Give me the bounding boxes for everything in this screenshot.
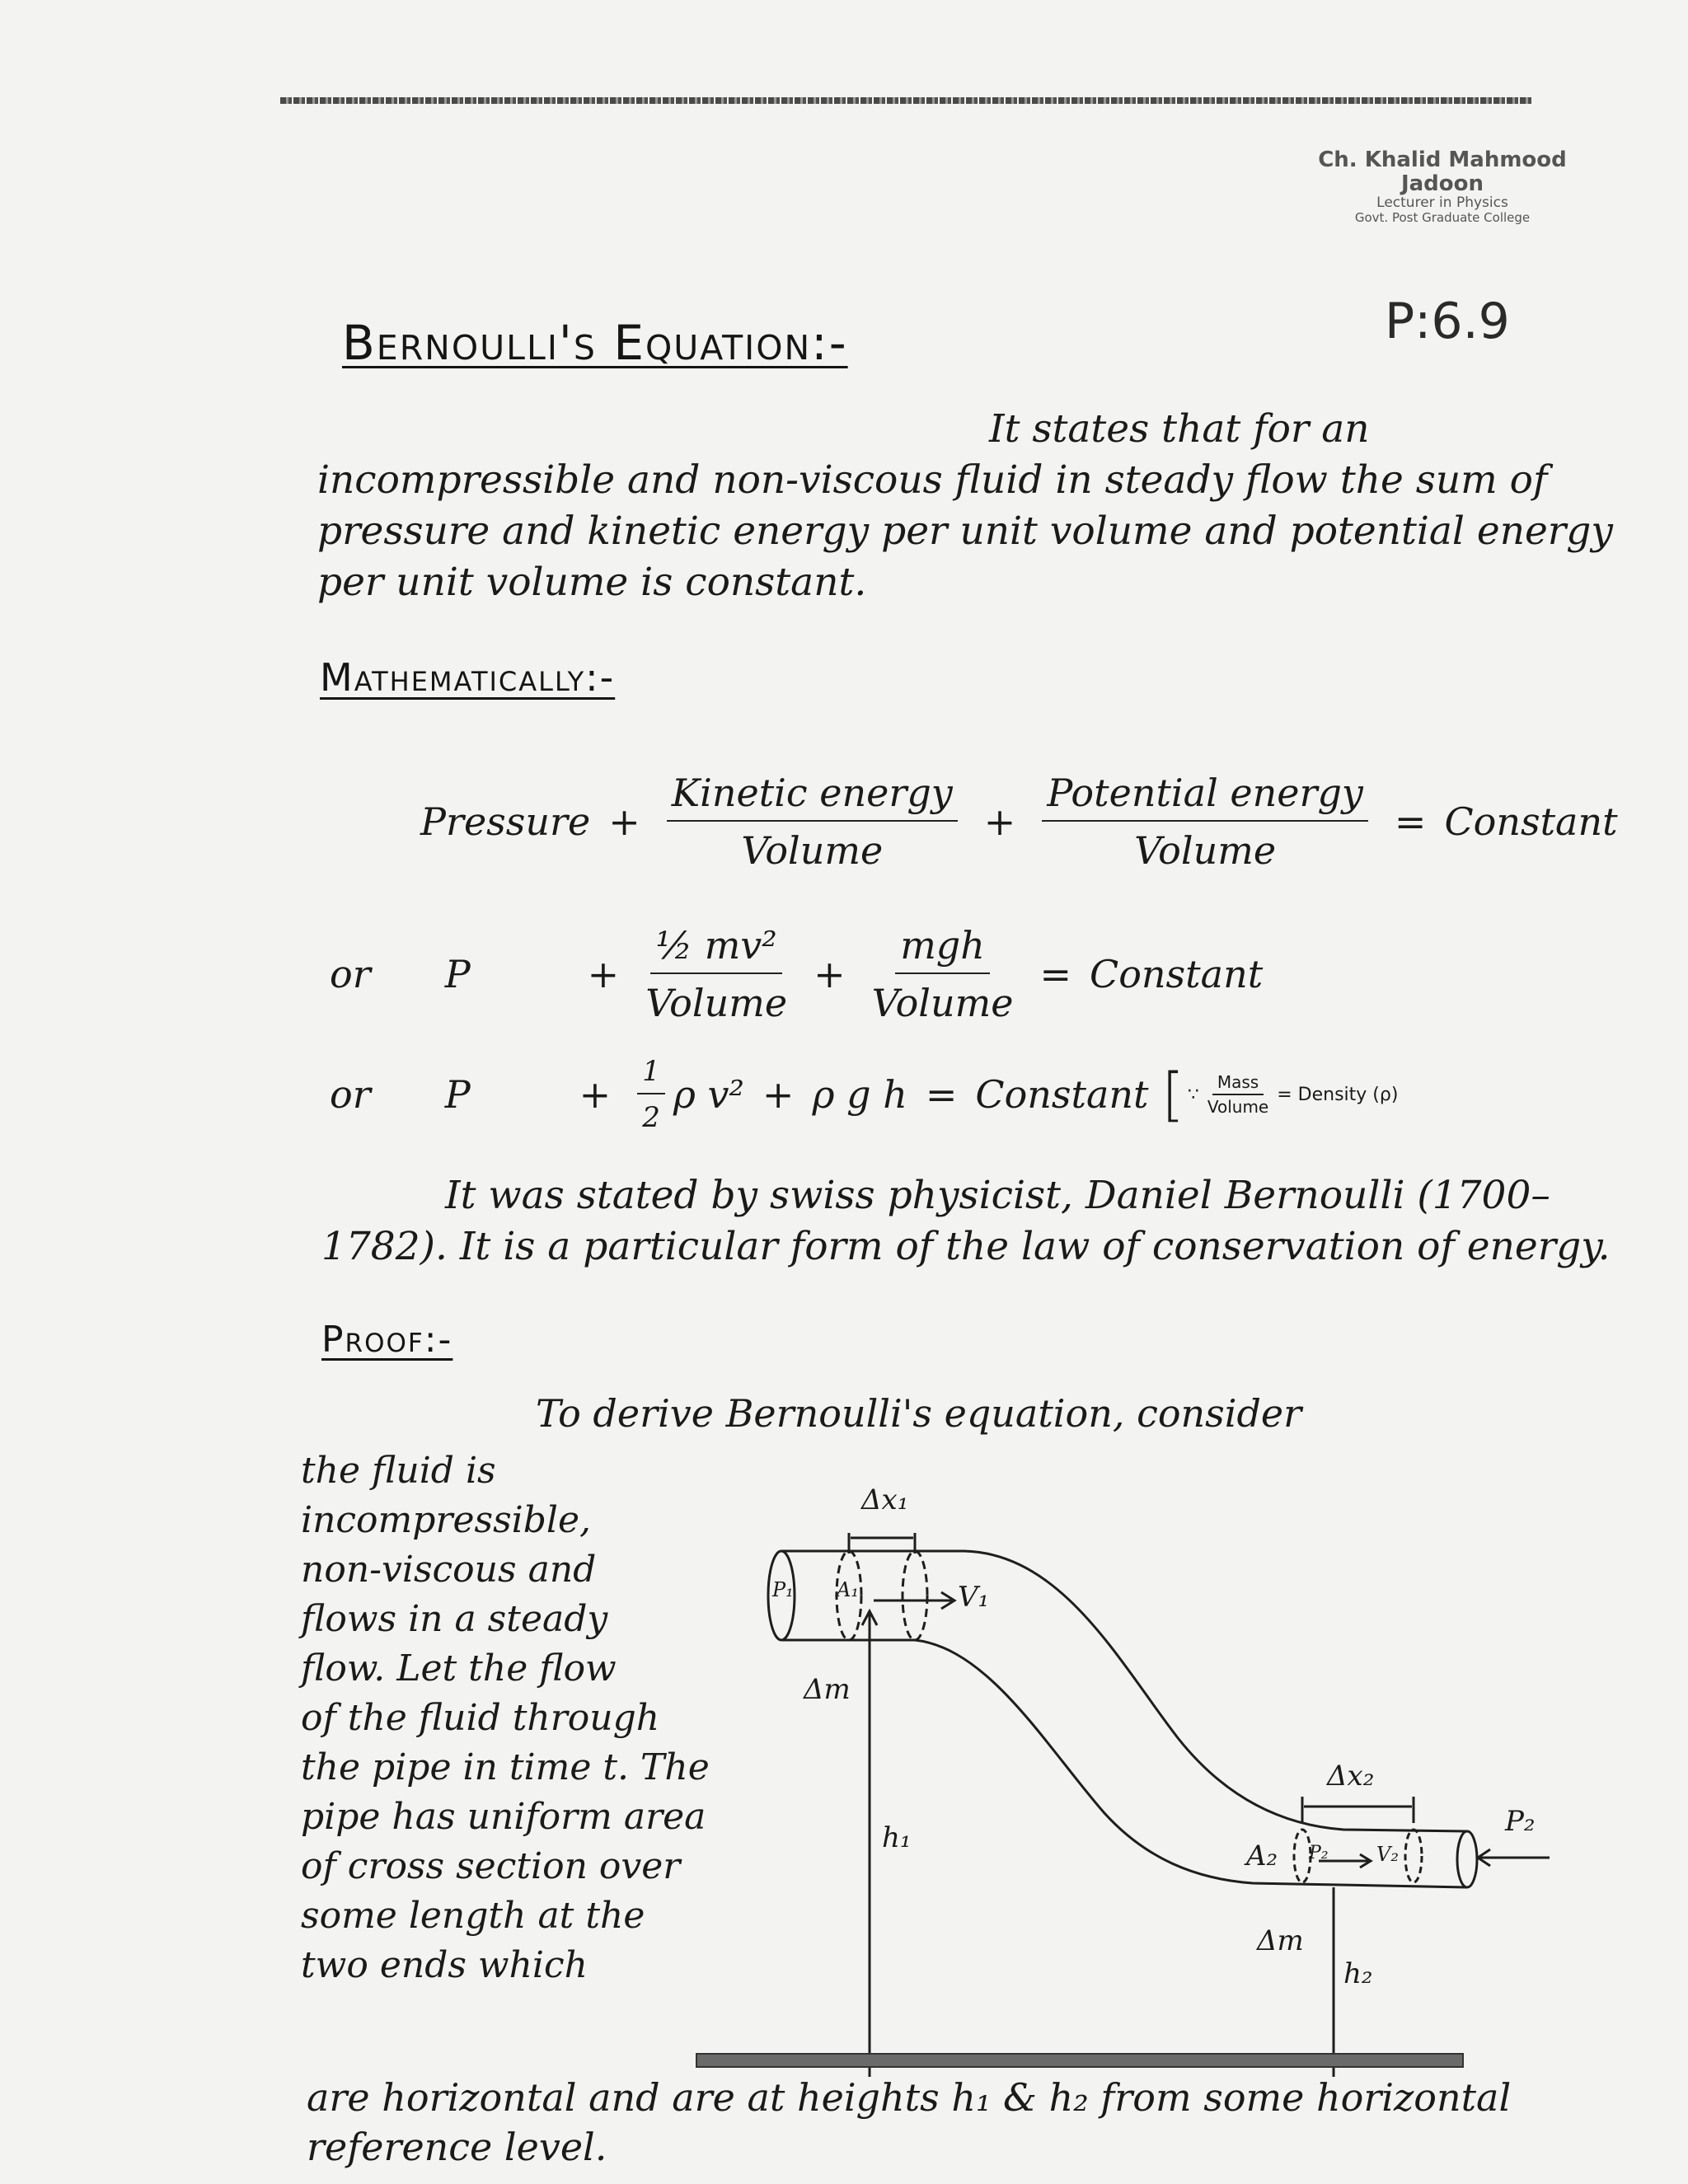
eq3-or: or bbox=[330, 1072, 371, 1117]
label-v2: V₂ bbox=[1376, 1843, 1399, 1866]
proof-line: non-viscous and bbox=[301, 1549, 597, 1591]
section1-end bbox=[903, 1551, 927, 1640]
eq3-rho-v2: ρ v² bbox=[673, 1072, 744, 1117]
proof-line: pipe has uniform area bbox=[301, 1796, 706, 1838]
label-h1: h₁ bbox=[882, 1821, 912, 1854]
math-heading-text: Mathematically:- bbox=[320, 655, 616, 700]
eq3-plus-2: + bbox=[762, 1072, 795, 1117]
note-den: Volume bbox=[1207, 1097, 1269, 1117]
proof-line: two ends which bbox=[301, 1944, 588, 1986]
label-dm1: Δm bbox=[804, 1673, 851, 1706]
eq2-constant: Constant bbox=[1090, 952, 1264, 996]
note-rhs: = Density (ρ) bbox=[1277, 1084, 1399, 1105]
eq3-constant: Constant bbox=[975, 1072, 1149, 1117]
eq2-equals: = bbox=[1039, 952, 1072, 996]
definition-lead: It states that for an bbox=[989, 406, 1370, 452]
note-num: Mass bbox=[1212, 1071, 1264, 1095]
eq2-pe-den: Volume bbox=[871, 981, 1014, 1025]
eq1-ke-den: Volume bbox=[741, 828, 884, 873]
definition-rest: incompressible and non-viscous fluid in steady flow the sum of pressure and kinetic energy per unit volume and potential energy per unit volume is constant. bbox=[317, 457, 1613, 605]
label-a2: A₂ bbox=[1246, 1840, 1278, 1872]
proof-line: incompressible, bbox=[301, 1499, 591, 1541]
proof-line: of cross section over bbox=[301, 1845, 681, 1887]
proof-line: flow. Let the flow bbox=[301, 1647, 617, 1690]
note-because: ∵ bbox=[1187, 1084, 1199, 1105]
proof-line: the pipe in time t. The bbox=[301, 1746, 710, 1788]
eq3-equals: = bbox=[925, 1072, 958, 1117]
proof-bottom-text: are horizontal and are at heights h₁ & h₂ from some horizontal reference level. bbox=[307, 2075, 1512, 2169]
eq2-plus-2: + bbox=[814, 952, 846, 996]
label-p2: P₂ bbox=[1505, 1805, 1536, 1838]
eq2-ke-num: ½ mv² bbox=[650, 923, 781, 974]
eq1-pe-den: Volume bbox=[1134, 828, 1277, 873]
proof-line: of the fluid through bbox=[301, 1697, 660, 1739]
proof-line: some length at the bbox=[301, 1895, 645, 1937]
eq1-ke-num: Kinetic energy bbox=[667, 771, 958, 822]
proof-line: the fluid is bbox=[301, 1450, 496, 1492]
proof-line: flows in a steady bbox=[301, 1598, 608, 1640]
pipe-right-end bbox=[1457, 1831, 1477, 1887]
eq3-half-num: 1 bbox=[637, 1055, 665, 1094]
eq3-half-den: 2 bbox=[642, 1101, 660, 1134]
eq1-pe-num: Potential energy bbox=[1042, 771, 1368, 822]
stamp-college: Govt. Post Graduate College bbox=[1354, 209, 1531, 225]
label-h2: h₂ bbox=[1343, 1957, 1373, 1990]
eq2-pe-num: mgh bbox=[895, 923, 990, 974]
eq1-constant: Constant bbox=[1444, 799, 1618, 844]
label-v1: V₁ bbox=[958, 1581, 990, 1614]
label-dx2: Δx₂ bbox=[1327, 1760, 1375, 1793]
eq2-plus-1: + bbox=[587, 952, 620, 996]
label-dx1: Δx₁ bbox=[861, 1483, 909, 1516]
page-number: P:6.9 bbox=[1385, 293, 1510, 350]
label-p2-inner: P₂ bbox=[1309, 1843, 1329, 1863]
eq1-plus-1: + bbox=[608, 799, 640, 844]
eq2-ke-den: Volume bbox=[645, 981, 788, 1025]
page-title-text: Bernoulli's Equation:- bbox=[342, 315, 848, 371]
proof-heading-text: Proof:- bbox=[321, 1319, 453, 1361]
section2-end bbox=[1405, 1830, 1422, 1882]
label-dm2: Δm bbox=[1257, 1924, 1304, 1957]
eq1-equals: = bbox=[1394, 799, 1427, 844]
history-rest: Bernoulli (1700–1782). It is a particular form of the law of conservation of energy. bbox=[321, 1173, 1611, 1269]
stamp-name: Ch. Khalid Mahmood Jadoon bbox=[1318, 148, 1567, 196]
label-p1: P₁ bbox=[772, 1578, 794, 1601]
eq3-rho-gh: ρ g h bbox=[812, 1072, 907, 1117]
reference-ground bbox=[696, 2054, 1463, 2067]
eq3-plus-1: + bbox=[579, 1072, 612, 1117]
stamp-title: Lecturer in Physics bbox=[1376, 194, 1508, 212]
history-lead: It was stated by swiss physicist, Daniel bbox=[445, 1173, 1212, 1218]
eq2-p: P bbox=[444, 952, 471, 996]
note-bracket: [ bbox=[1161, 1061, 1184, 1128]
proof-lead-text: To derive Bernoulli's equation, consider bbox=[536, 1391, 1302, 1436]
eq3-p: P bbox=[444, 1072, 471, 1117]
section2-start bbox=[1294, 1830, 1311, 1882]
label-a1: A₁ bbox=[837, 1578, 859, 1601]
eq1-plus-2: + bbox=[983, 799, 1016, 844]
eq1-pressure: Pressure bbox=[420, 799, 591, 844]
eq2-or: or bbox=[330, 952, 371, 996]
